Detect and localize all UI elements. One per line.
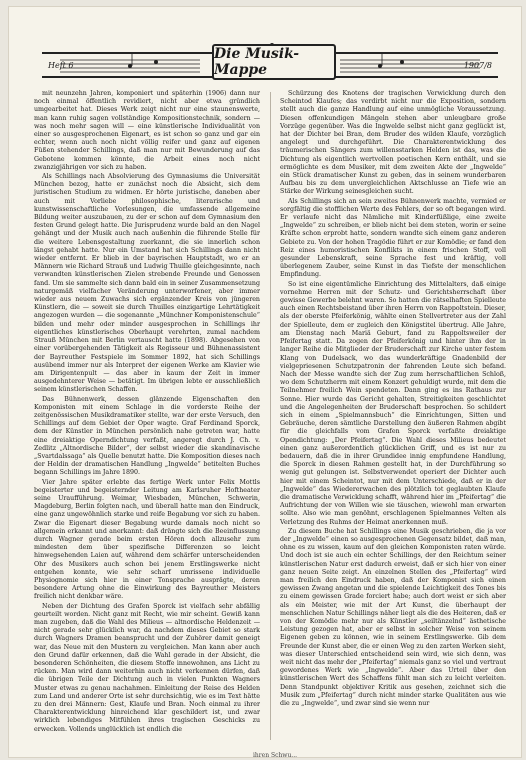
paragraph: Als Schillings nach Absolvierung des Gymnasiums die Universität München bezog, hatte er zunächst noch die Absicht, sich dem juristischen Studium zu widmen. Er hörte juristische, daneben aber auch mit Vorliebe philosophische, literarische und kunstwissenschaftliche Vorlesungen, die umfassende allgemeine Bildung weiter auszubauen, zu der er schon auf dem Gymnasium den festen Grund gelegt hatte. Die Jurisprudenz wurde bald an den Nagel gehängt und der Musik auch nach außenhin die führende Stelle für die weitere Lebensgestaltung zuerkannt, die sie innerlich schon längst gehabt hatte. Nur ein Umstand hat sich Schillings dann nicht wieder entfernt. Er blieb in der bayrischen Hauptstadt, wo er an Männern wie Richard Strauß und Ludwig Thuille gleichgesinnte, nach verwandten künstlerischen Zielen strebende Freunde und Genossen fand. Um sie sammelte sich dann bald ein in seiner Zusammensetzung naturgemäß vielfacher Veränderung unterworfener, aber immer wieder aus neuem Zuwachs sich ergänzender Kreis von jüngeren Künstlern, die — soweit sie durch Thuilles einzigartige Lehrtätigkeit angezogen wurden — die sogenannte „Münchner Komponistenschule“ bilden und mehr oder minder ausgesprochen in Schillings ihr eigentliches künstlerisches Oberhaupt verehrten, zumal nachdem Strauß München mit Berlin vertauscht hatte (1898). Abgesehen von einer vorübergehenden Tätigkeit als Regisseur und Bühnenassistent der Bayreuther Festspiele im Sommer 1892, hat sich Schillings ausübend immer nur als Interpret der eigenen Werke am Klavier wie am Dirigentenpult — das aber in kaum der Zeit in immer ausgedehnterer Weise — betätigt. Im übrigen lebte er ausschließlich seinem künstlerischen Schaffen. bbox=[34, 173, 260, 394]
paragraph: Zu diesem Buche hat Schillings eine Musik geschrieben, die ja vor der „Ingwelde“ einen so ausgesprochenen Gegensatz bildet, daß man, ohne es zu wissen, kaum auf den gleichen Komponisten raten würde. Und doch ist sie auch ein echter Schillings, der den Reichtum seiner künstlerischen Natur erst dadurch erweist, daß er sich hier von einer ganz neuen Seite zeigt. An einzelnen Stellen des „Pfeifertag“ wird man freilich den Eindruck haben, daß der Komponist sich einen gewissen Zwang angetan und die spielende Leichtigkeit des Tones bis zu einem gewissen Grade forciert habe; auch dort weist er sich aber als ein Meister, wie mit der Art Kunst, die überhaupt der menschlichen Natur Schillings näher liegt als die des Heiteren, daß er von der Komödie mehr nur als Künstler „seiltänzelnd“ ästhetische Leistung gezogen hat, aber er selbst in solcher Weise von seinem Eigenen geben zu können, wie in seinem Erstlingswerke. Gib dem Freunde der Kunst aber, die er einen Weg zu den zarten Werken sieht, was dieser Unterschied entscheidend sein wird, wie sich denn, was weit nicht das mehr der „Pfeifertag“ niemals ganz so viel und vertraut gewordenes Werk wie „Ingwelde“. Aber das Urteil über den künstlerischen Wert des Schaffens fühlt man sich zu leicht verleiten. Denn Standpunkt objektiver Kritik aus gesehen, zeichnet sich die Musik zum „Pfeifertag“ durch nicht minder starke Qualitäten aus wie die zu „Ingwelde“, und zwar sind sie wenn nur bbox=[280, 527, 506, 708]
page bbox=[8, 6, 522, 758]
column-divider bbox=[270, 92, 271, 740]
paragraph: mit neunzehn Jahren, komponiert und späterhin (1906) dann nur noch einmal öffentlich revidiert, nicht aber etwa gründlich umgearbeitet hat. Dieses Werk zeigt nicht nur eine staunenswerte, man kann ruhig sagen vollständige Kompositionstechnik, sondern — was noch mehr sagen will — eine künstlerische Individualität von einer so ausgesprochenen Eigenart, es ist schon so ganz und gar ein echter, wenn auch noch nicht völlig reifer und ganz auf eigenen Füßen stehender Schillings, daß man nur mit Bewunderung auf das Gebotene kommen könnte, die Arbeit eines noch nicht zwanzigjährigen vor sich zu haben. bbox=[34, 90, 260, 171]
paragraph: Vier Jahre später erlebte das fertige Werk unter Felix Mottls begeisterter und begeisternder Leitung am Karlsruher Hoftheater seine Uraufführung. Weimar, Wiesbaden, München, Schwerin, Magdeburg, Berlin folgten nach, und überall hatte man den Eindruck, eine ganz ungewöhnlich starke und reife Begabung vor sich zu haben. Zwar die Eigenart dieser Begabung wurde damals noch nicht so allgemein erkannt und anerkannt: daß drängte sich die Beeinflussung durch Wagner gerade beim ersten Hören doch allzusehr zum mindesten dem über spezifische Differenzen so leicht hinwegsehenden Laien auf, während dem schärfer unterscheidenden Ohr des Musikers auch schon bei jenem Erstlingswerke nicht entgehen konnte, wie sehr scharf umrissene individuelle Physiognomie sich hier in einer Tonsprache ausprägte, deren besondere Artung ohne die Einwirkung des Bayreuther Meisters freilich nicht denkbar wäre. bbox=[34, 478, 260, 601]
volume-year: 1907/8 bbox=[463, 60, 492, 70]
left-column bbox=[34, 90, 260, 740]
page-footer-fragment: ihren Schwu... bbox=[253, 752, 298, 759]
paragraph: Als Schillings sich an sein zweites Bühnenwerk machte, vermied er sorgfältig die stofflichen Werte des Fehlers, der so oft begangen wird. Er verlaufe nicht das Nämliche mit Kinderfüßlige, eine zweite „Ingwelde“ zu schreiben, er blieb nicht bei dem steten, worin er seine Kräfte schon erprobt hatte, sondern wandte sich einem ganz anderen Gebiete zu. Von der hohen Tragödie führt er zur Komödie; er fand den Reiz eines humoristischen Konflikts in einem frischen Stoff, voll gesunder Lebenskraft, seine Sprache fest und kräftig, voll überlegenem Zauber, seine Kunst in das Tiefste der menschlichen Empfindung. bbox=[280, 197, 506, 279]
paragraph: Schürzung des Knotens der tragischen Verwicklung durch den Scheintod Klaufes; das verdirbt nicht nur die Exposition, sondern stellt auch die ganze Handlung auf eine unmögliche Voraussetzung. Diesen offenkundigen Mängeln stehen aber unleugbare große Vorzüge gegenüber. Was die Ingwelde selbst nicht ganz geglückt ist, hat der Dichter bei Bran, dem Bruder des wilden Klaufe, vorzüglich angelegt und durchgeführt. Die Charakterentwicklung des träumerischen Sängers zum willensstarken Helden ist das, was die Dichtung als eigentlich wertvollen poetischen Kern enthält, und sie ermöglichte es dem Musiker, mit dem zweiten Akte der „Ingwelde“ ein Stück dramatischer Kunst zu geben, das in seinem wunderbaren Aufbau bis zu dem unvergleichlichen Aktschlusse an Tiefe wie an Stärke der Wirkung seinesgleichen sucht. bbox=[280, 90, 506, 196]
music-staff-ornament-left-icon bbox=[60, 46, 200, 86]
page-header bbox=[42, 46, 498, 78]
music-staff-ornament-right-icon bbox=[340, 46, 480, 86]
journal-title: Die Musik-Mappe bbox=[212, 44, 336, 80]
paragraph: So ist eine eigentümliche Einrichtung des Mittelalters, daß einige vornehme Herren mit der Schutz- und Gerichtsherrschaft über gewisse Gewerbe belehnt waren. So hatten die rätselhaften Spielleute auch einen Rechtsbeistand über ihren Herrn von Rappoltstein. Dieser, als der oberste Pfeiferkönig, wählte einen Stellvertreter aus der Zahl der Spielleute, dem er zugleich den Königstitel übertrug. Alle Jahre, am Dienstag nach Mariä Geburt, fand zu Rappoltsweiler der Pfeifertag statt. Da zogen der Pfeiferkönig und hinter ihm der in langer Reihe die Mitglieder der Bruderschaft zur Kirche unter festem Klang von Dudelsack, wo das wunderkräftige Gnadenbild der vielgepriesenen Schutzpatronin der fahrenden Leute sich befand. Nach der Messe wandte sich der Zug zum herrschaftlichen Schloß, wo dem Schutzherrn mit einem Konzert gehuldigt wurde, mit dem die Teilnehmer freilich Wein spendeten. Dann ging es ins Rathaus zur Sonne. Hier wurde das Gericht gehalten, Streitigkeiten geschlichtet und die Angelegenheiten der Bruderschaft besprochen. So schildert sich in einem „Spielmannsbuch“ die Einrichtungen, Sitten und Gebräuche, deren sämtliche Darstellung den äußeren Rahmen abgibt für die gleichfalls vom Grafen Sporck verfaßte dreiaktige Opendichtung: „Der Pfeifertag“. Die Wahl dieses Milieus bedeutet einen ganz außerordentlich glücklichen Griff, und es ist nur zu bedauern, daß die in ihrer Grundidee innig empfundene Handlung, die Sporck in diesen Rahmen gestellt hat, in der Durchführung so wenig gut gelungen ist. Selbstverwendet operiert der Dichter auch hier mit einem Scheintot, nur mit dem Unterschiede, daß er in der „Ingwelde“ das Wiedererwachen des plötzlich tot geglaubten Klaufe die dramatische Verwicklung schafft, während hier im „Pfeifertag“ die Aufrichtung der von Willen wie sie täuschen, wiewohl man erwarten sollte. Also wie man genöhnt, erschlagenen Spielmannes Velten als Verletzung des Ruhms der Heimat anerkennen muß. bbox=[280, 280, 506, 526]
paragraph: Neben der Dichtung des Grafen Sporck ist vielfach sehr abfällig geurteilt worden. Nicht ganz mit Recht, wie mir scheint. Gewiß kann man zugeben, daß die Wahl des Milieus — altnordische Heldenzeit — nicht gerade sehr glücklich war, da nachdem dieses Gebiet so stark durch Wagners Dramen beansprucht und der Zuhörer damit geneigt war, das Neue mit den Mustern zu vergleichen. Man kann aber auch den Grund dafür erkennen, daß die Wahl gerade in der Absicht, die besonderen Schönheiten, die diesem Stoffe innewohnen, ans Licht zu rücken. Man wird dann weiterhin auch nicht verkennen dürfen, daß die übrigen Teile der Dichtung auch in vielen Punkten Wagners Muster etwas zu genau nachahmen. Einleitung der Reise des Helden zum Land und anderer Orte ist sehr durchsichtig, wie es im Text hätte zu den drei Männern: Gest, Klaufe und Bran. Noch einmal zu ihrer Charakterentwicklung hinreichend klar geschildert ist, und zwar wirklich lebendiges Mitfühlen ihres tragischen Geschicks zu erwecken. Vollends unglücklich ist endlich die bbox=[34, 602, 260, 733]
issue-number: Heft 6 bbox=[48, 60, 74, 70]
paragraph: Das Bühnenwerk, dessen glänzende Eigenschaften den Komponisten mit einem Schlage in die vorderste Reihe der zeitgenössischen Musikdramatiker stellte, war der erste Versuch, den Schillings auf dem Gebiet der Oper wagte. Graf Ferdinand Sporck, dem der Künstler in München persönlich nahe getreten war, hatte eine dreiaktige Operndichtung verfaßt, angeregt durch J. Ch. v. Zedlitz „Altnordische Bilder“, der selbst wieder die skandinavische „Svartdalssaga“ als Quelle benutzt hatte. Die Komposition dieses nach der Heldin der dramatischen Handlung „Ingwelde“ betitelten Buches begann Schillings im Jahre 1890. bbox=[34, 395, 260, 477]
right-column bbox=[280, 90, 506, 740]
